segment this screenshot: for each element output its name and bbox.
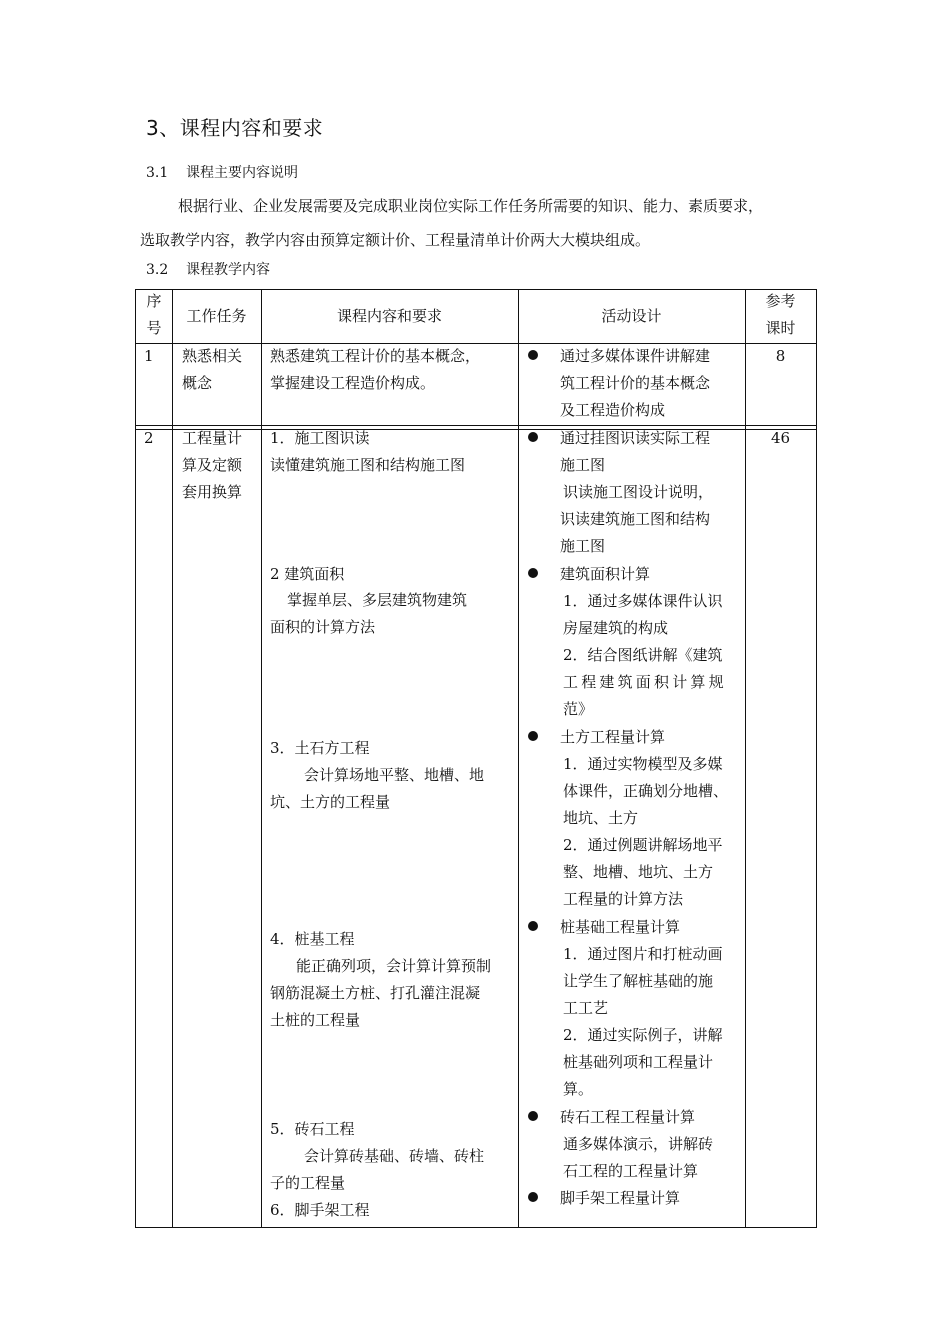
activity-line: 1．通过图片和打桩动画 [563,945,723,963]
content-body: 能正确列项，会计算计算预制 [296,957,492,975]
header-hours [745,288,816,342]
subsection-title: 课程教学内容 [186,262,270,278]
header-text: 课时 [765,319,796,337]
header-text: 参考 [765,292,796,310]
activity-line: 通多媒体演示，讲解砖 [563,1135,714,1153]
activity-line: 施工图 [560,456,606,474]
activity-line: 石工程的工程量计算 [563,1162,699,1180]
header-seq [136,288,172,342]
content-body: 读懂建筑施工图和结构施工图 [270,456,466,474]
paragraph-line: 根据行业、企业发展需要及完成职业岗位实际工作任务所需要的知识、能力、素质要求， [178,197,764,215]
header-activity: 活动设计 [601,307,662,325]
activity-line: 地坑、土方 [563,809,639,827]
task-line: 概念 [182,374,213,392]
activity-title: 桩基础工程量计算 [560,918,681,936]
content-body: 掌握单层、多层建筑物建筑 [287,591,468,609]
subsection-number: 3.2 [146,262,169,278]
content-title: 4．桩基工程 [270,930,355,948]
bullet-icon [528,1111,538,1121]
activity-title: 砖石工程工程量计算 [560,1108,696,1126]
row1-activity [560,343,710,424]
content-item-4 [270,926,491,1034]
row2-task [182,425,242,506]
header-task: 工作任务 [186,307,247,325]
activity-line: 让学生了解桩基础的施 [563,972,714,990]
task-line: 算及定额 [182,456,243,474]
row1-seq: 1 [144,347,154,365]
subsection-number: 3.1 [146,165,169,181]
bullet-icon [528,432,538,442]
content-item-1 [270,425,465,479]
task-line: 工程量计 [182,429,243,447]
activity-line: 1．通过实物模型及多媒 [563,755,723,773]
bullet-icon [528,1192,538,1202]
activity-line: 识读施工图设计说明， [563,483,714,501]
activity-line: 体课件，正确划分地槽、 [563,782,729,800]
activity-line: 2．通过例题讲解场地平 [563,836,723,854]
activity-line: 施工图 [560,537,606,555]
activity-line: 识读建筑施工图和结构 [560,510,711,528]
activity-line: 工程建筑面积计算规 [563,673,727,691]
activity-line: 范》 [563,700,594,718]
row2-hours: 46 [770,429,791,447]
activity-line: 工程量的计算方法 [563,890,684,908]
task-line: 熟悉相关 [182,347,243,365]
row1-task [182,343,242,397]
activity-title: 土方工程量计算 [560,728,666,746]
activity-title: 脚手架工程量计算 [560,1189,681,1207]
content-body: 会计算砖基础、砖墙、砖柱 [304,1147,485,1165]
activity-line: 通过挂图识读实际工程 [560,429,711,447]
activity-line: 1．通过多媒体课件认识 [563,592,723,610]
activity-line: 房屋建筑的构成 [563,619,669,637]
content-body: 钢筋混凝土方桩、打孔灌注混凝 [270,984,481,1002]
content-item-2 [270,561,344,588]
activity-title: 建筑面积计算 [560,565,651,583]
content-line: 掌握建设工程造价构成。 [270,374,436,392]
content-title: 2 建筑面积 [270,565,345,583]
activity-line: 桩基础列项和工程量计 [563,1053,714,1071]
bullet-icon [528,731,538,741]
header-text: 号 [146,319,162,337]
activity-line: 2．通过实际例子，讲解 [563,1026,723,1044]
row1-content [270,343,480,397]
paragraph-line: 选取教学内容，教学内容由预算定额计价、工程量清单计价两大大模块组成。 [140,231,651,249]
content-title: 6．脚手架工程 [270,1201,370,1219]
activity-item-4 [560,914,723,1103]
activity-line: 筑工程计价的基本概念 [560,374,711,392]
header-content: 课程内容和要求 [336,307,442,325]
subsection-heading-3-2 [146,259,270,279]
activity-item-1 [560,425,713,560]
activity-line: 整、地槽、地坑、土方 [563,863,714,881]
activity-item-6 [560,1185,680,1212]
activity-line: 及工程造价构成 [560,401,666,419]
activity-item-2 [560,561,727,723]
activity-line: 算。 [563,1080,594,1098]
bullet-icon [528,350,538,360]
content-body: 会计算场地平整、地槽、地 [304,766,485,784]
paragraph [140,189,810,257]
activity-item-3 [560,724,728,913]
activity-line: 工工艺 [563,999,609,1017]
content-title: 3．土石方工程 [270,739,370,757]
content-body: 面积的计算方法 [270,618,376,636]
content-line: 熟悉建筑工程计价的基本概念， [270,347,481,365]
activity-line: 通过多媒体课件讲解建 [560,347,711,365]
section-heading: 3、课程内容和要求 [146,116,324,140]
content-title: 1．施工图识读 [270,429,370,447]
content-body: 子的工程量 [270,1174,346,1192]
task-line: 套用换算 [182,483,243,501]
content-item-2-body [270,587,467,641]
subsection-heading-3-1 [146,162,298,182]
row2-seq: 2 [144,429,154,447]
bullet-icon [528,921,538,931]
subsection-title: 课程主要内容说明 [186,165,298,181]
content-body: 坑、土方的工程量 [270,793,391,811]
bullet-icon [528,568,538,578]
content-body: 土桩的工程量 [270,1011,361,1029]
activity-line: 2．结合图纸讲解《建筑 [563,646,723,664]
content-title: 5．砖石工程 [270,1120,355,1138]
header-text: 序 [146,292,162,310]
content-item-3 [270,735,484,816]
activity-item-5 [560,1104,713,1185]
row1-hours: 8 [775,347,786,365]
content-item-5 [270,1116,484,1224]
